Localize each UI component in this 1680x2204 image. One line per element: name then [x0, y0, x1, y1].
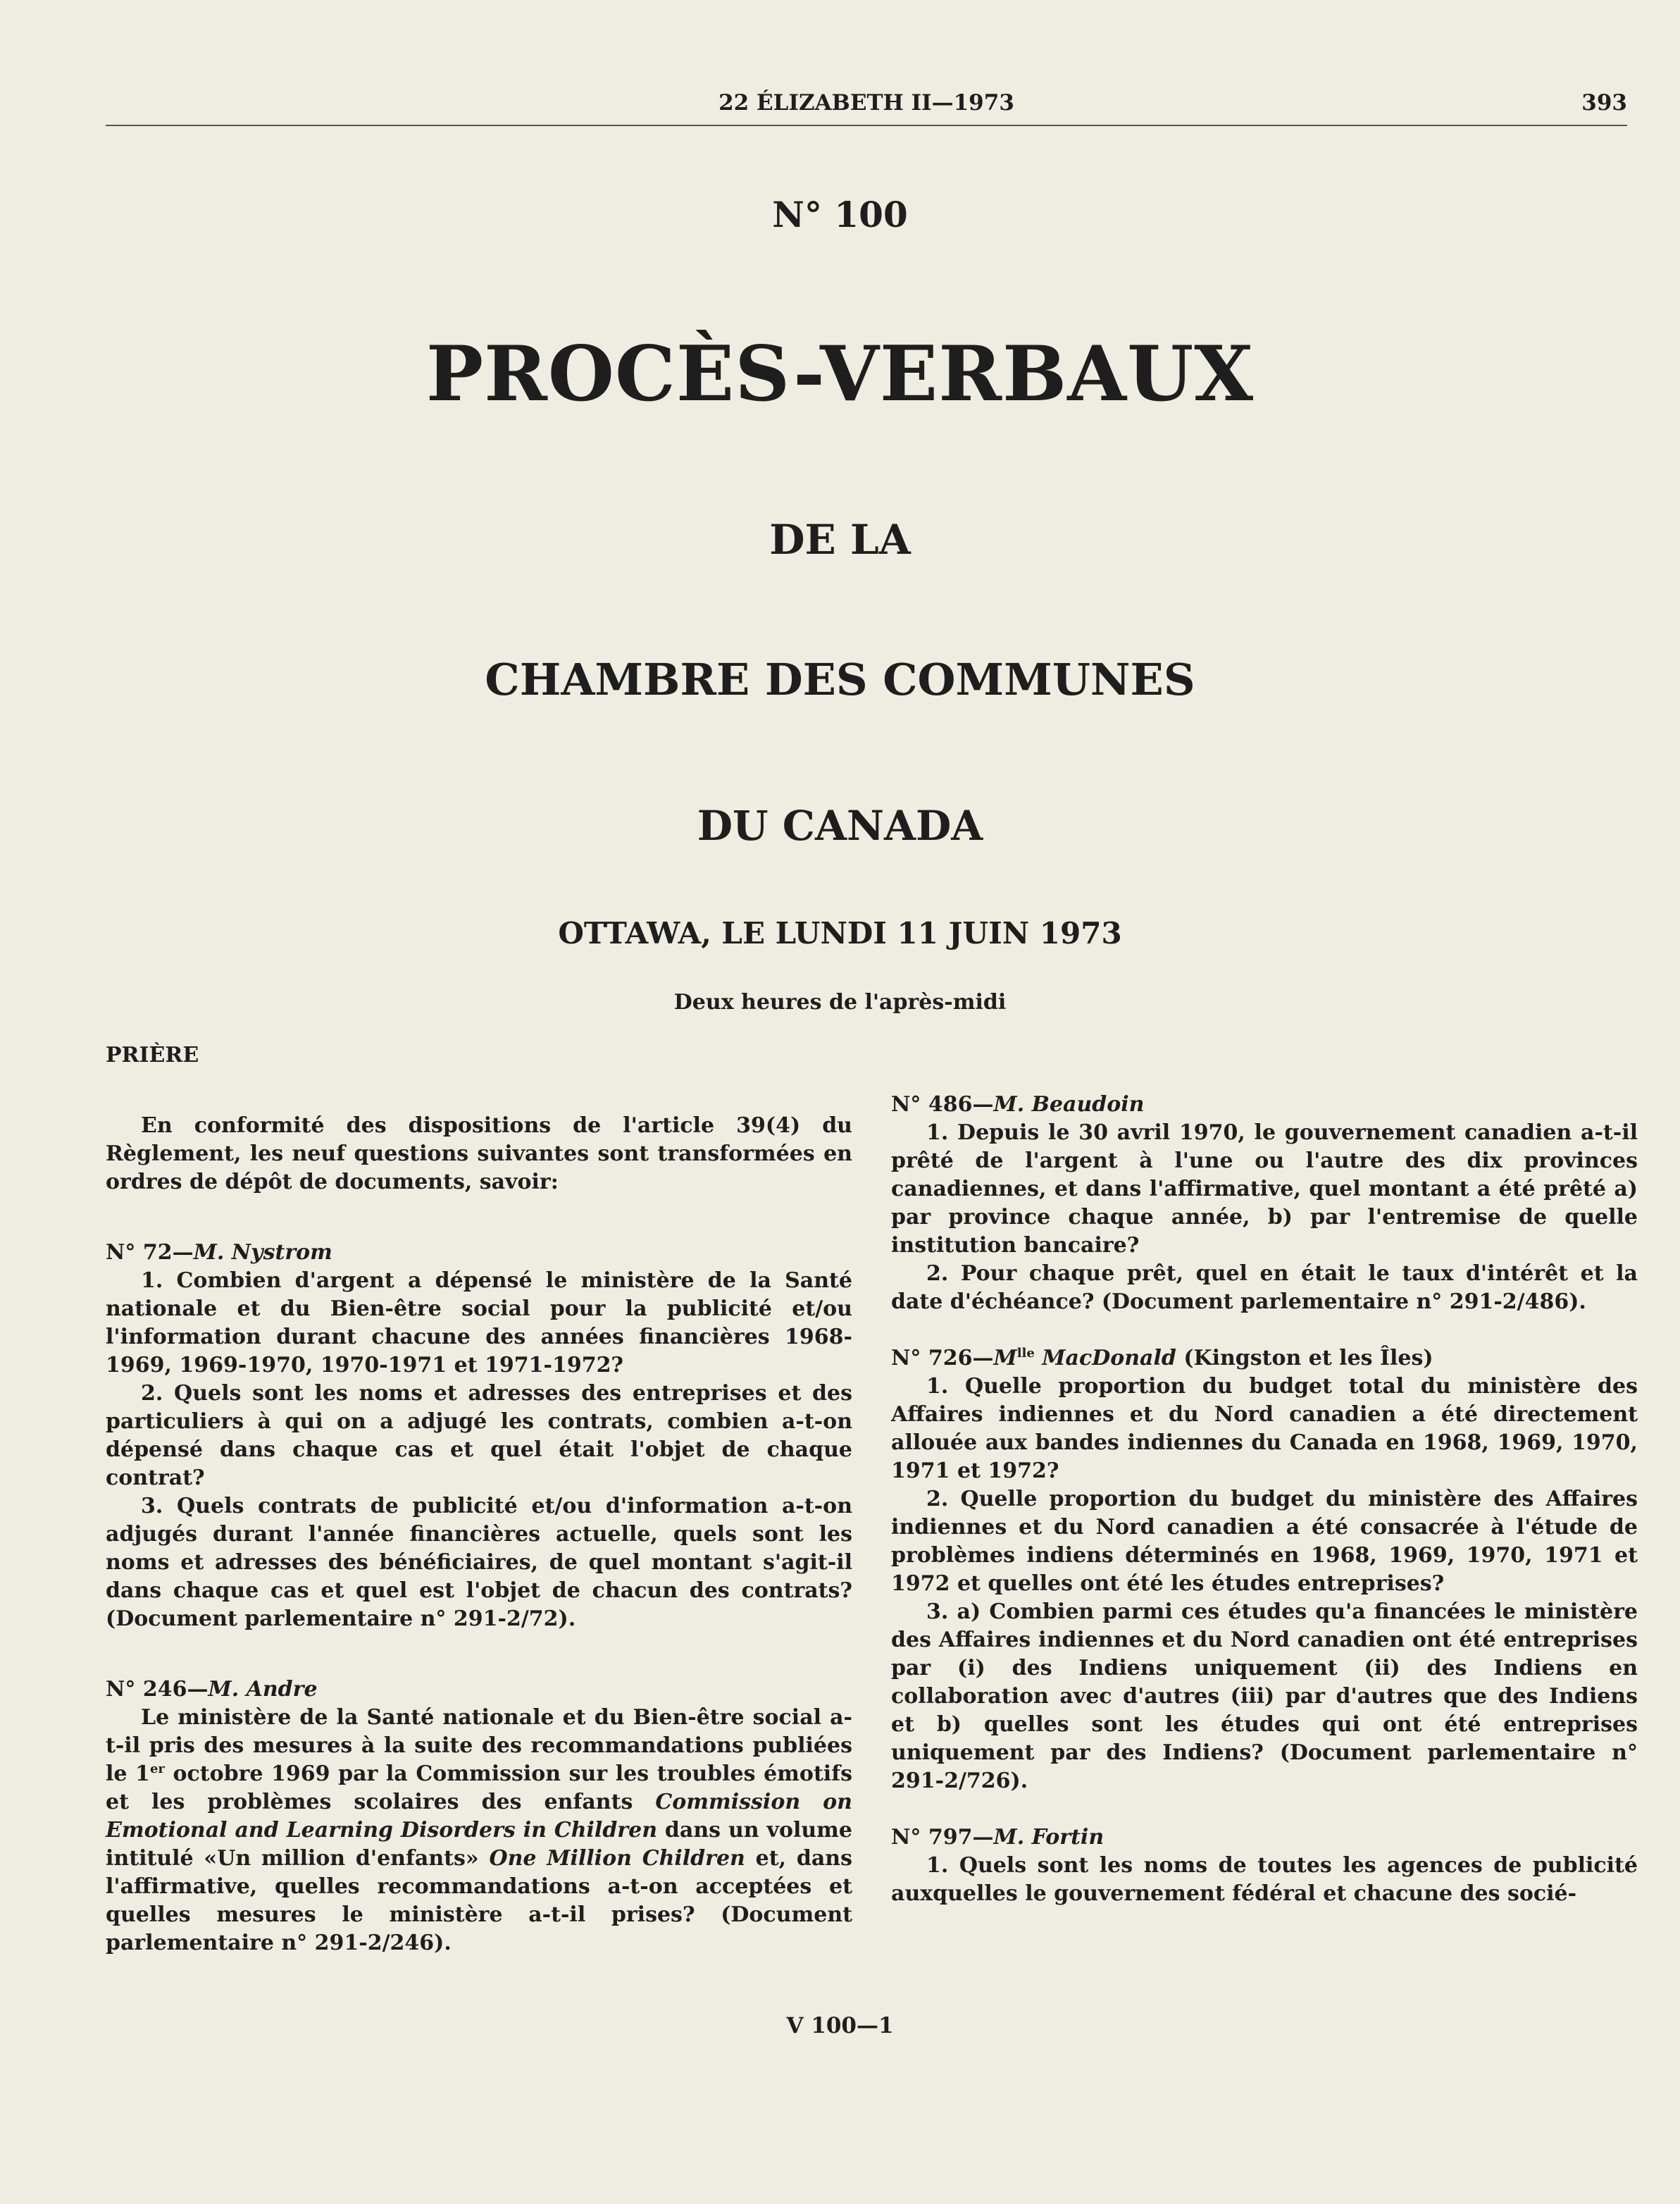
- q72-paragraph-2: 2. Quels sont les noms et adresses des entreprises et des particuliers à qui on a adjugé les contrats, combien a-t-on dépensé dans chaque cas et quel était l'objet de chaque contrat?: [106, 1381, 852, 1490]
- q726-paragraph-3: 3. a) Combien parmi ces études qu'a financées le ministère des Affaires indiennes et du Nord canadien ont été entreprises par (i) des Indiens uniquement (ii) des Indiens en collaboration avec d'autres (iii) par d'autres que des Indiens et b) quelles sont les études qui ont été entreprises uniquement par des Indiens? (Document parlementaire n° 291-2/726).: [891, 1599, 1638, 1793]
- folio: V 100—1: [786, 2013, 894, 2038]
- q72-paragraph-3: 3. Quels contrats de publicité et/ou d'information a-t-on adjugés durant l'année financières actuelle, quels sont les noms et adresses des bénéficiaires, de quel montant s'agit-il dans chaque cas et quel est l'objet de chacun des contrats? (Document parlementaire n° 291-2/72).: [106, 1494, 852, 1631]
- question-heading-72: N° 72—M. Nystrom: [106, 1240, 332, 1265]
- question-heading-797: N° 797—M. Fortin: [891, 1825, 1105, 1850]
- running-head-title: 22 ÉLIZABETH II—1973: [718, 90, 1014, 116]
- dateline: OTTAWA, LE LUNDI 11 JUIN 1973: [558, 916, 1122, 951]
- page-number: 393: [1581, 90, 1627, 116]
- subtitle-chambre: CHAMBRE DES COMMUNES: [485, 654, 1195, 705]
- right-column: [891, 1091, 1638, 1908]
- q726-paragraph-2: 2. Quelle proportion du budget du ministère des Affaires indiennes et du Nord canadien a été consacrée à l'étude de problèmes indiens déterminés en 1968, 1969, 1970, 1971 et 1972 et quelles ont été les études entreprises?: [891, 1487, 1638, 1596]
- issue-number: N° 100: [772, 194, 908, 235]
- q486-paragraph-1: 1. Depuis le 30 avril 1970, le gouvernement canadien a-t-il prêté de l'argent à l'une ou l'autre des dix provinces canadiennes, et dans l'affirmative, quel montant a été prêté a) par province chaque année, b) par l'entremise de quelle institution bancaire?: [891, 1120, 1638, 1258]
- header-rule: [106, 125, 1627, 126]
- q486-paragraph-2: 2. Pour chaque prêt, quel en était le taux d'intérêt et la date d'échéance? (Document parlementaire n° 291-2/486).: [891, 1261, 1638, 1314]
- prayer-heading: PRIÈRE: [106, 1043, 199, 1067]
- question-heading-726: N° $726—M^{lle}$ MacDonald (Kingston et les Îles): [891, 1346, 1433, 1370]
- question-heading-246: N° 246—M. Andre: [106, 1677, 318, 1702]
- intro-paragraph: En conformité des dispositions de l'article 39(4) du Règlement, les neuf questions suivantes sont transformées en ordres de dépôt de documents, savoir:: [106, 1113, 852, 1194]
- q246-paragraph-1: Le ministère de la Santé nationale et du Bien-être social a-t-il pris des mesures à la suite des recommandations publiées le 1er octobre 1969 par la Commission sur les troubles émotifs et les problèmes scolaires des enfants Commission on Emotional and Learning Disorders in Children dans un volume intitulé «Un million d'enfants» One Million Children et, dans l'affirmative, quelles recommandations a-t-on acceptées et quelles mesures le ministère a-t-il prises? (Document parlementaire n° 291-2/246).: [106, 1705, 852, 1955]
- q72-paragraph-1: 1. Combien d'argent a dépensé le ministère de la Santé nationale et du Bien-être social pour la publicité et/ou l'information durant chacune des années financières 1968-1969, 1969-1970, 1970-1971 et 1971-1972?: [106, 1268, 852, 1378]
- q726-paragraph-1: 1. Quelle proportion du budget total du ministère des Affaires indiennes et du Nord canadien a été directement allouée aux bandes indiennes du Canada en 1968, 1969, 1970, 1971 et 1972?: [891, 1374, 1638, 1483]
- running-head: [106, 90, 1627, 125]
- q797-paragraph-1: 1. Quels sont les noms de toutes les agences de publicité auxquelles le gouvernement fédéral et chacune des socié-: [891, 1853, 1638, 1906]
- subtitle-de-la: DE LA: [769, 516, 911, 564]
- sitting-time: Deux heures de l'après-midi: [673, 990, 1007, 1015]
- page-title: PROCÈS-VERBAUX: [425, 330, 1255, 419]
- question-heading-486: N° 486—M. Beaudoin: [891, 1092, 1145, 1117]
- left-column: [106, 1041, 852, 1957]
- subtitle-canada: DU CANADA: [697, 802, 983, 850]
